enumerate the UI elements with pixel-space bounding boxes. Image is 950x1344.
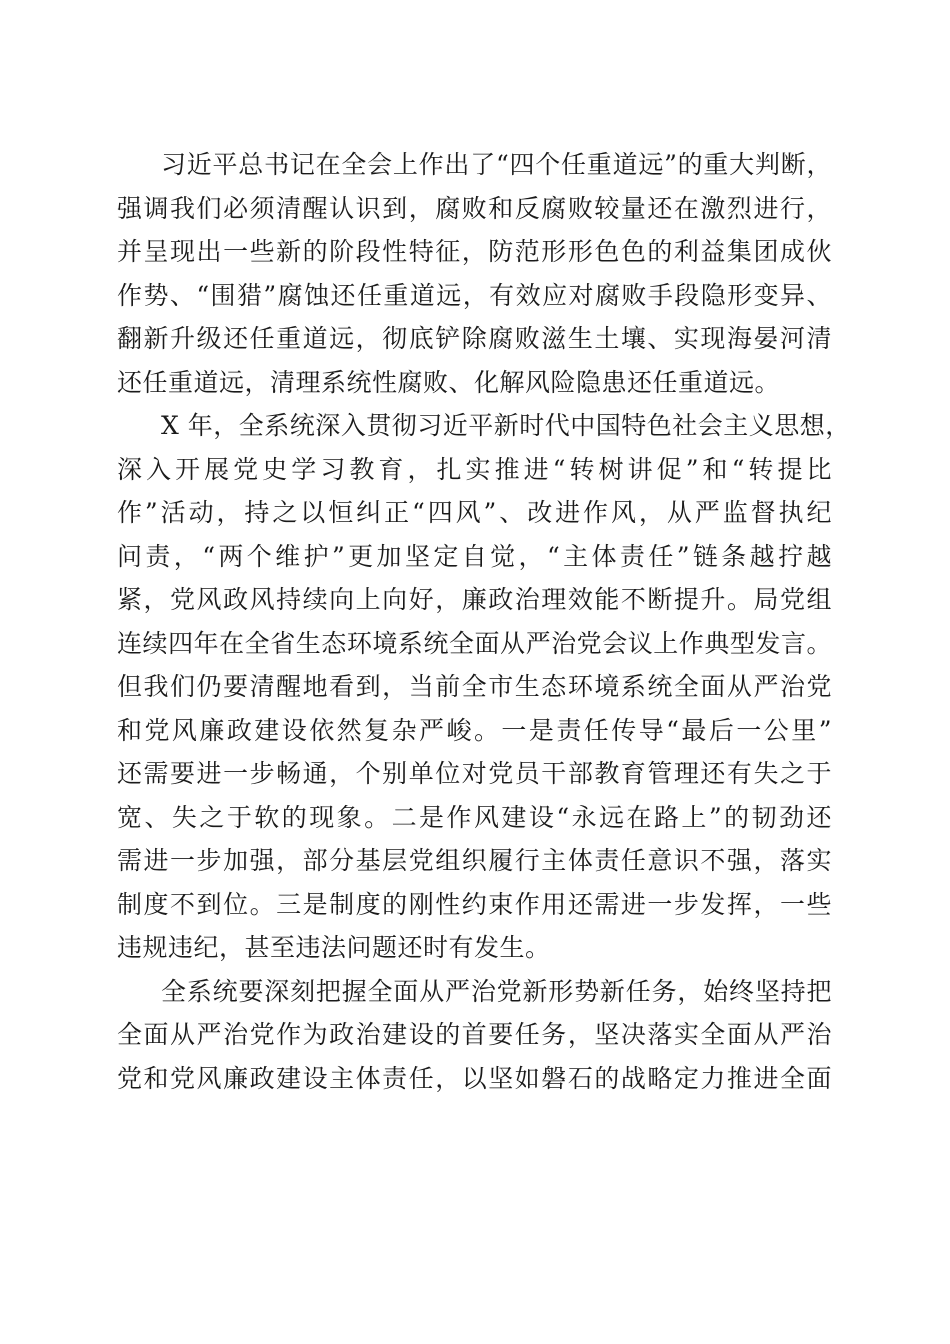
text-line: 连续四年在全省生态环境系统全面从严治党会议上作典型发言。 — [117, 628, 832, 658]
text-line: 作势、“围猎”腐蚀还任重道远，有效应对腐败手段隐形变异、 — [117, 280, 832, 310]
paragraph-1 — [117, 143, 832, 404]
text-line: 违规违纪，甚至违法问题还时有发生。 — [117, 933, 551, 962]
text-line: 全面从严治党作为政治建设的首要任务，坚决落实全面从严治 — [117, 1020, 832, 1049]
text-line: 制度不到位。三是制度的刚性约束作用还需进一步发挥，一些 — [117, 889, 832, 919]
text-line: 翻新升级还任重道远，彻底铲除腐败滋生土壤、实现海晏河清 — [117, 324, 832, 353]
text-line: 需进一步加强，部分基层党组织履行主体责任意识不强，落实 — [117, 846, 832, 875]
text-line: 紧，党风政风持续向上向好，廉政治理效能不断提升。局党组 — [117, 585, 832, 614]
text-line: 和党风廉政建设依然复杂严峻。一是责任传导“最后一公里” — [117, 715, 832, 745]
paragraph-2 — [117, 404, 851, 970]
text-line: 全系统要深刻把握全面从严治党新形势新任务，始终坚持把 — [161, 976, 832, 1006]
document-body — [117, 143, 851, 1100]
text-line: 深入开展党史学习教育，扎实推进“转树讲促”和“转提比 — [117, 454, 832, 484]
text-line: 习近平总书记在全会上作出了“四个任重道远”的重大判断， — [161, 150, 832, 179]
text-line: 问责，“两个维护”更加坚定自觉，“主体责任”链条越拧越 — [117, 541, 832, 571]
text-line: 还需要进一步畅通，个别单位对党员干部教育管理还有失之于 — [117, 759, 832, 788]
text-line: 并呈现出一些新的阶段性特征，防范形形色色的利益集团成伙 — [117, 237, 832, 266]
text-line: 党和党风廉政建设主体责任，以坚如磐石的战略定力推进全面 — [117, 1063, 832, 1093]
text-line: 还任重道远，清理系统性腐败、化解风险隐患还任重道远。 — [117, 367, 781, 397]
text-line: 强调我们必须清醒认识到，腐败和反腐败较量还在激烈进行， — [117, 193, 832, 223]
paragraph-3 — [117, 970, 832, 1101]
text-line: 宽、失之于软的现象。二是作风建设“永远在路上”的韧劲还 — [117, 802, 832, 832]
text-line: 作”活动，持之以恒纠正“四风”、改进作风，从严监督执纪 — [117, 498, 832, 527]
text-line: X 年，全系统深入贯彻习近平新时代中国特色社会主义思想， — [161, 411, 851, 440]
text-line: 但我们仍要清醒地看到，当前全市生态环境系统全面从严治党 — [117, 672, 832, 701]
